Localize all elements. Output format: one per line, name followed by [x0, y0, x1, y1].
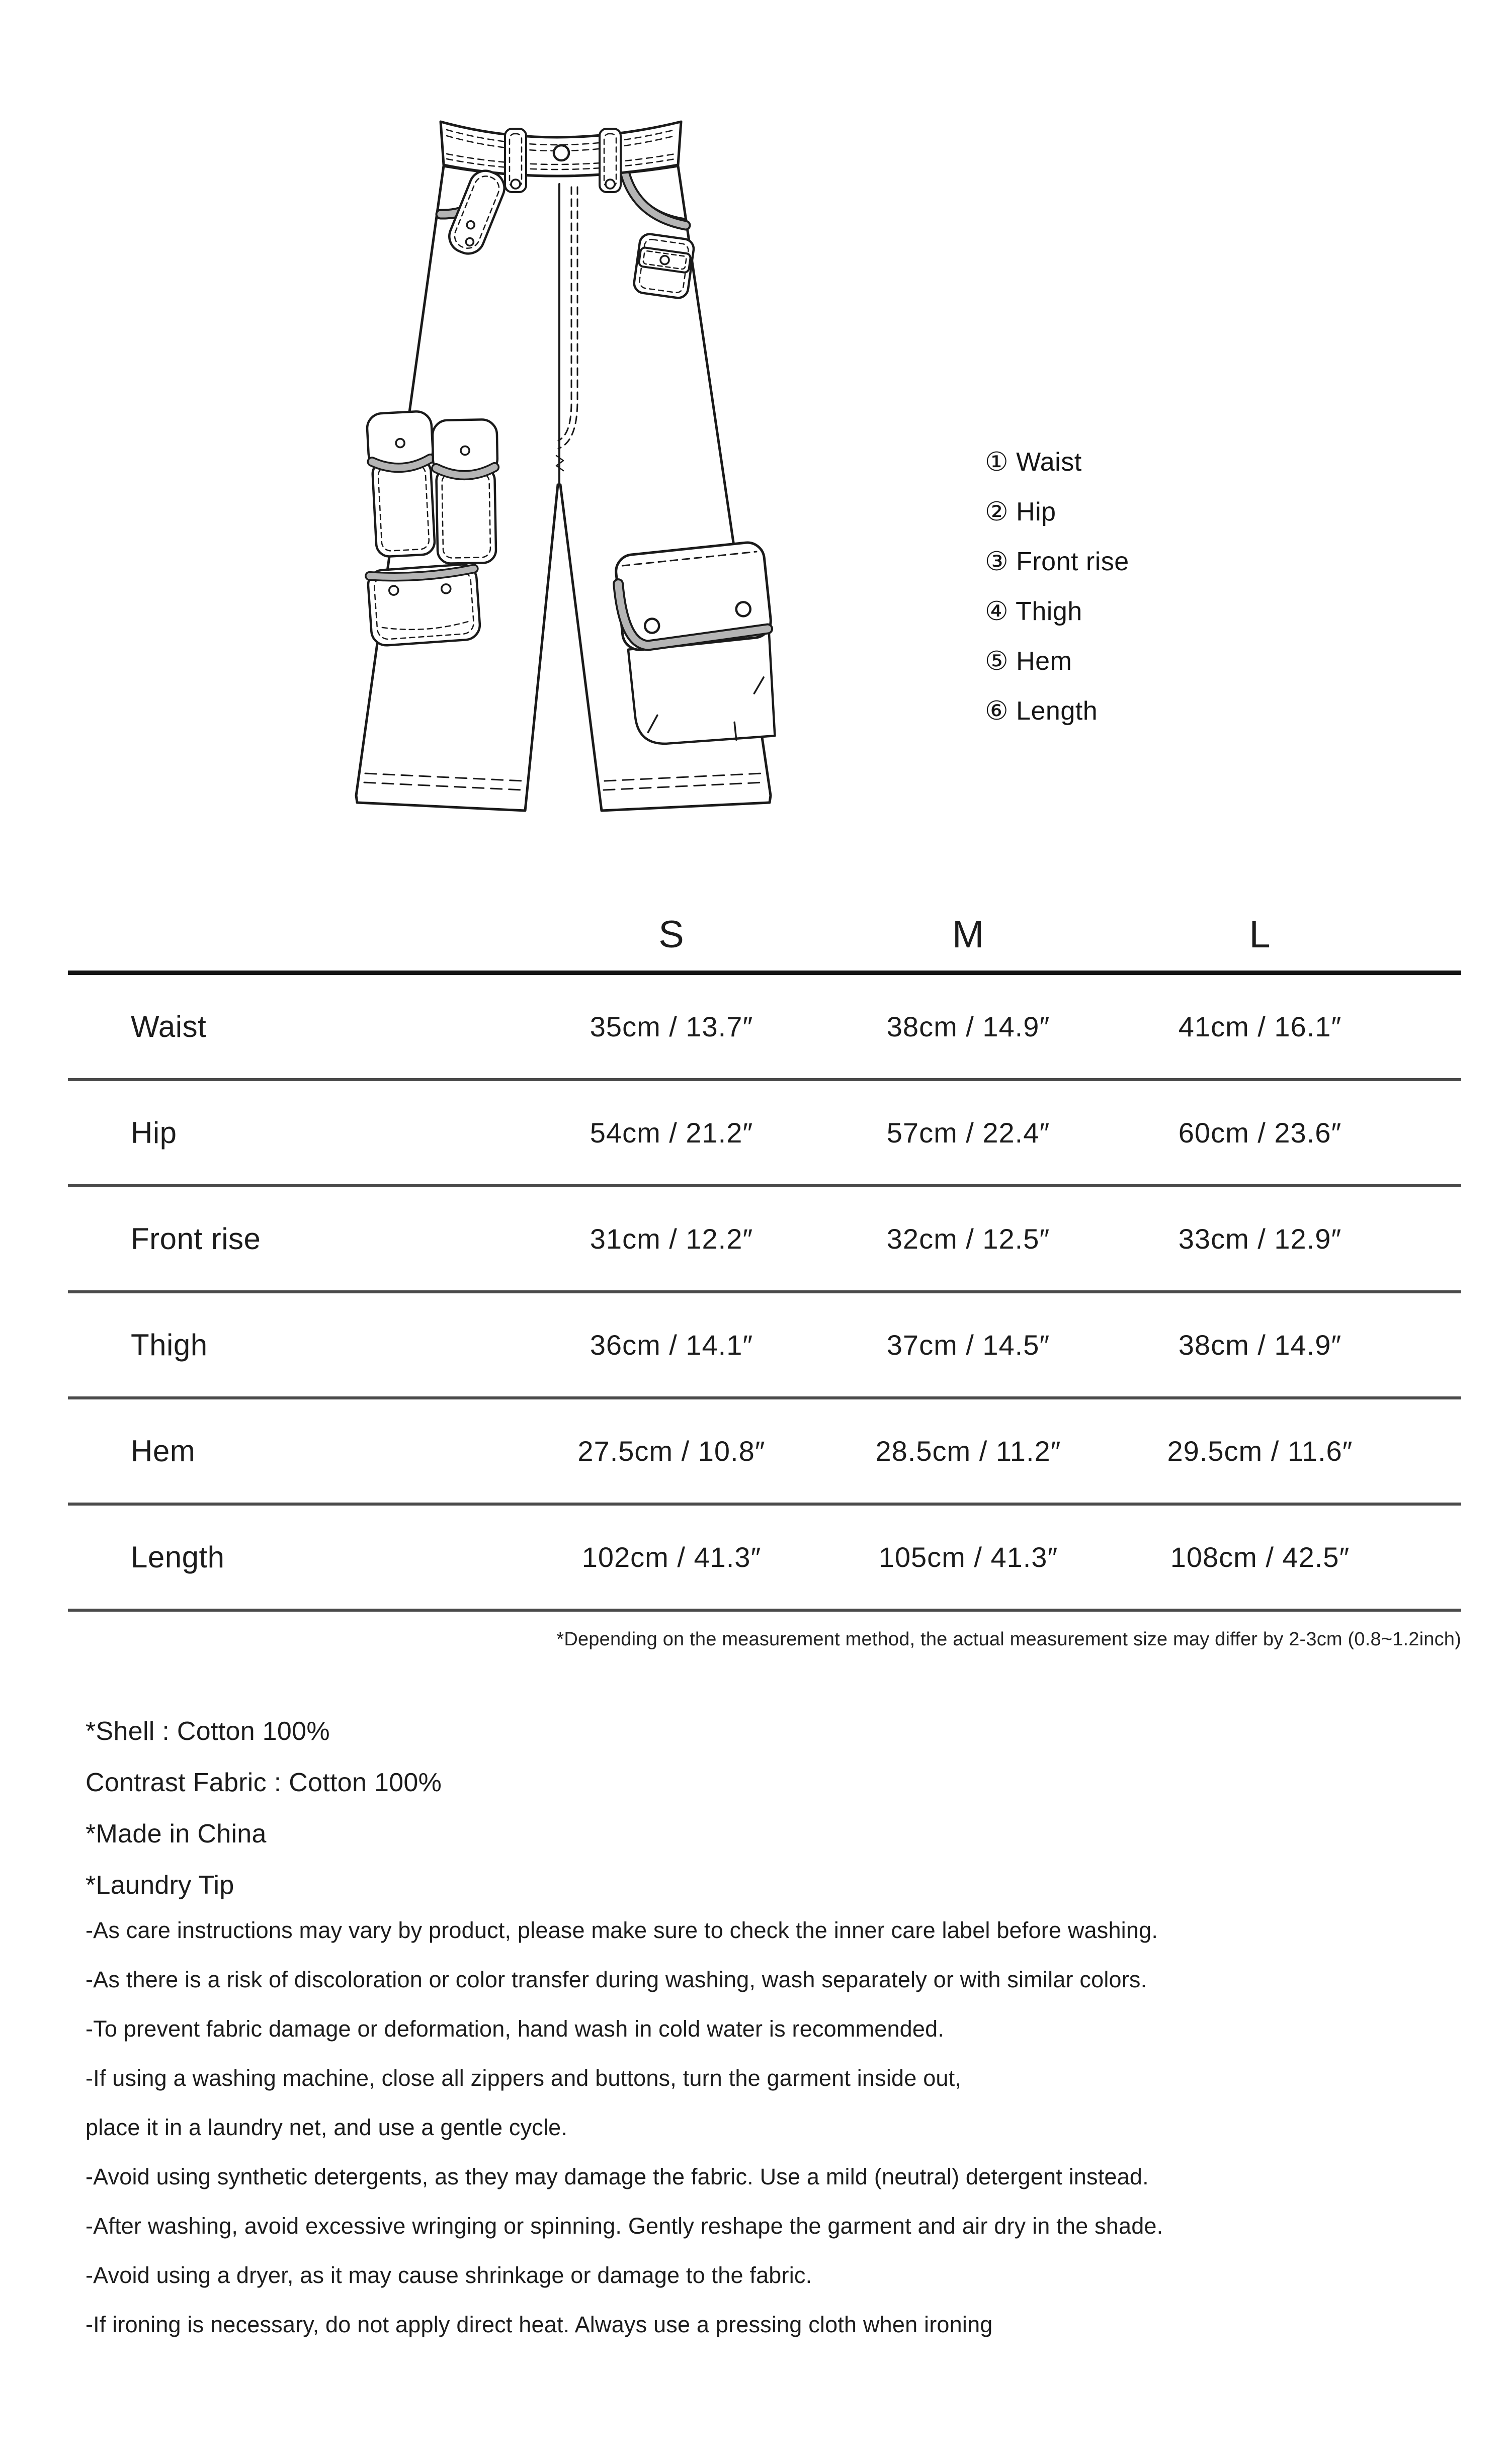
legend-item-front-rise: ③ Front rise	[985, 547, 1129, 576]
fabric-info	[86, 1706, 442, 1911]
measurement-disclaimer: *Depending on the measurement method, the actual measurement size may differ by 2-3cm (0.8~1.2inch)	[556, 1629, 1461, 1650]
row-label: Front rise	[131, 1222, 261, 1256]
pants-technical-drawing	[317, 101, 790, 815]
row-label: Length	[131, 1540, 225, 1574]
cell-value: 57cm / 22.4″	[886, 1117, 1050, 1149]
table-row-hip	[68, 1081, 1461, 1187]
legend-item-hip: ② Hip	[985, 497, 1056, 526]
table-row-front-rise	[68, 1187, 1461, 1293]
row-label: Waist	[131, 1010, 207, 1043]
waistband	[441, 122, 681, 176]
table-row-length	[68, 1506, 1461, 1612]
size-column-header-m: M	[952, 913, 985, 956]
legend-item-thigh: ④ Thigh	[985, 597, 1082, 626]
cell-value: 38cm / 14.9″	[1178, 1329, 1342, 1361]
cell-value: 32cm / 12.5″	[886, 1223, 1050, 1255]
large-cargo-pocket	[614, 541, 783, 751]
row-label: Thigh	[131, 1328, 208, 1362]
cell-value: 41cm / 16.1″	[1178, 1011, 1342, 1042]
size-table-header	[68, 886, 1461, 975]
laundry-line: -Avoid using a dryer, as it may cause shrinkage or damage to the fabric.	[86, 2262, 812, 2288]
laundry-line: -As there is a risk of discoloration or color transfer during washing, wash separately or with similar colors.	[86, 1967, 1147, 1992]
size-column-header-s: S	[658, 913, 685, 956]
laundry-line: -As care instructions may vary by product, please make sure to check the inner care label before washing.	[86, 1917, 1158, 1943]
laundry-line: -After washing, avoid excessive wringing or spinning. Gently reshape the garment and air dry in the shade.	[86, 2213, 1163, 2239]
cell-value: 31cm / 12.2″	[590, 1223, 753, 1255]
small-cargo-pocket	[366, 411, 438, 557]
wide-cargo-pocket	[367, 564, 481, 647]
fabric-contrast-line: Contrast Fabric : Cotton 100%	[86, 1768, 442, 1797]
fabric-shell-line: *Shell : Cotton 100%	[86, 1717, 330, 1746]
cell-value: 35cm / 13.7″	[590, 1011, 753, 1042]
small-cargo-pocket	[432, 419, 499, 564]
measurement-legend	[985, 437, 1129, 736]
laundry-instructions	[86, 1906, 1163, 2349]
row-label: Hip	[131, 1116, 177, 1150]
size-table	[68, 886, 1461, 1650]
cell-value: 27.5cm / 10.8″	[577, 1435, 766, 1467]
laundry-tip-heading: *Laundry Tip	[86, 1871, 234, 1900]
belt-loop	[505, 129, 526, 192]
laundry-line: place it in a laundry net, and use a gentle cycle.	[86, 2115, 568, 2140]
cell-value: 38cm / 14.9″	[886, 1011, 1050, 1042]
laundry-line: -To prevent fabric damage or deformation, hand wash in cold water is recommended.	[86, 2016, 945, 2042]
cell-value: 108cm / 42.5″	[1170, 1541, 1350, 1573]
legend-item-hem: ⑤ Hem	[985, 647, 1072, 676]
table-row-waist	[68, 975, 1461, 1081]
waist-button	[554, 145, 569, 160]
cell-value: 102cm / 41.3″	[581, 1541, 762, 1573]
belt-loop	[600, 129, 621, 192]
cell-value: 60cm / 23.6″	[1178, 1117, 1342, 1149]
laundry-line: -If ironing is necessary, do not apply direct heat. Always use a pressing cloth when ironing	[86, 2312, 993, 2337]
laundry-line: -Avoid using synthetic detergents, as they may damage the fabric. Use a mild (neutral) detergent instead.	[86, 2164, 1149, 2189]
cell-value: 54cm / 21.2″	[590, 1117, 753, 1149]
laundry-line: -If using a washing machine, close all zippers and buttons, turn the garment inside out,	[86, 2065, 962, 2091]
cell-value: 105cm / 41.3″	[878, 1541, 1058, 1573]
legend-item-length: ⑥ Length	[985, 696, 1098, 726]
cell-value: 37cm / 14.5″	[886, 1329, 1050, 1361]
coin-flap-pocket	[633, 233, 695, 299]
row-label: Hem	[131, 1434, 196, 1468]
table-row-thigh	[68, 1293, 1461, 1399]
table-row-hem	[68, 1399, 1461, 1506]
cell-value: 33cm / 12.9″	[1178, 1223, 1342, 1255]
cell-value: 28.5cm / 11.2″	[875, 1435, 1061, 1467]
cell-value: 29.5cm / 11.6″	[1167, 1435, 1353, 1467]
legend-item-waist: ① Waist	[985, 448, 1082, 477]
cell-value: 36cm / 14.1″	[590, 1329, 753, 1361]
size-column-header-l: L	[1249, 913, 1271, 956]
made-in-line: *Made in China	[86, 1819, 267, 1849]
